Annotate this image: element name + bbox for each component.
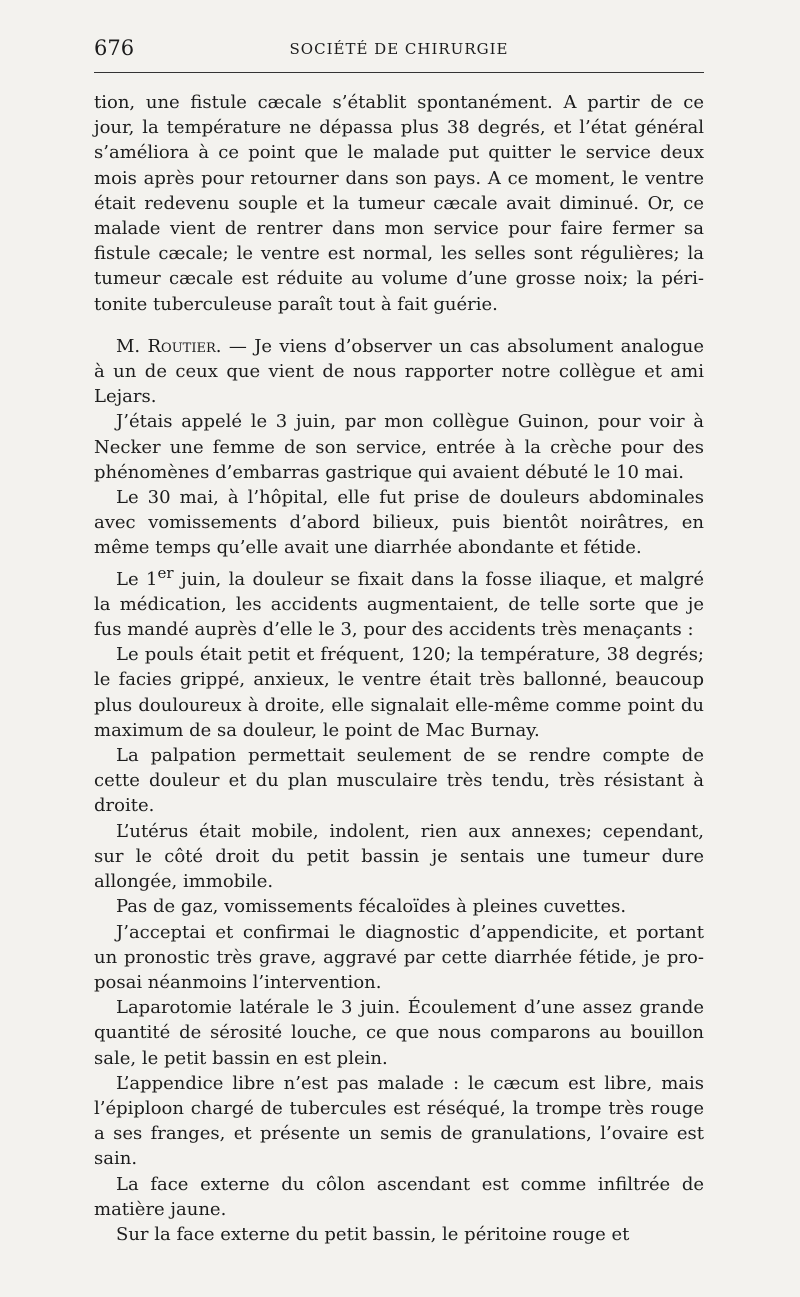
page-number: 676 xyxy=(94,36,135,60)
paragraph: Le 1er juin, la douleur se fixait dans la fosse iliaque, et malgré la médication, les accidents augmentaient, de telle sorte que je fus mandé auprès d’elle le 3, pour des accidents très menaçants : xyxy=(94,563,704,641)
ordinal-superscript: er xyxy=(157,563,174,582)
paragraph: Le 30 mai, à l’hôpital, elle fut prise de douleurs abdominales avec vomissements d’abord bilieux, puis bientôt noirâtres, en même temps qu’elle avait une diarrhée abondante et fétide. xyxy=(94,487,704,559)
paragraph: L’appendice libre n’est pas malade : le cæcum est libre, mais l’épiploon chargé de tubercules est réséqué, la trompe très rouge a ses franges, et présente un semis de granulations, l’ovaire est sain. xyxy=(94,1072,704,1170)
paragraph: Le pouls était petit et fréquent, 120; la température, 38 degrés; le facies grippé, anxieux, le ventre était très ballonné, beaucoup plus douloureux à droite, elle signalait elle-même comme point du maximum de sa douleur, le point de Mac Burnay. xyxy=(94,644,704,741)
speaker-name: M. Routier. xyxy=(116,335,222,357)
running-head: SOCIÉTÉ DE CHIRURGIE xyxy=(289,40,509,58)
header-rule xyxy=(94,72,704,73)
paragraph: Pas de gaz, vomissements fécaloïdes à pleines cuvettes. xyxy=(116,896,627,918)
body-text xyxy=(94,90,704,1247)
paragraph-routier-intervention: M. Routier. — Je viens d’observer un cas absolument analogue à un de ceux que vient de nous rapporter notre collègue et ami Lejars. xyxy=(94,335,704,408)
paragraph: Laparotomie latérale le 3 juin. Écoulement d’une assez grande quantité de sérosité louche, ce que nous comparons au bouillon sale, le petit bassin en est plein. xyxy=(94,997,704,1069)
page-header xyxy=(94,36,704,66)
paragraph: L’utérus était mobile, indolent, rien aux annexes; cependant, sur le côté droit du petit bassin je sentais une tumeur dure allongée, immobile. xyxy=(94,820,704,893)
paragraph: La palpation permettait seulement de se rendre compte de cette douleur et du plan musculaire très tendu, très résistant à droite. xyxy=(94,745,704,817)
paragraph: J’acceptai et confirmai le diagnostic d’appendicite, et portant un pronostic très grave, aggravé par cette diarrhée fétide, je proposai néanmoins l’intervention. xyxy=(94,921,704,993)
paragraph: J’étais appelé le 3 juin, par mon collègue Guinon, pour voir à Necker une femme de son service, entrée à la crèche pour des phénomènes d’embarras gastrique qui avaient débuté le 10 mai. xyxy=(94,411,704,483)
paragraph-continuation: tion, une fistule cæcale s’établit spontanément. A partir de ce jour, la température ne dépassa plus 38 degrés, et l’état général s’améliora à ce point que le malade put quitter le service deux mois après pour retourner dans son pays. A ce moment, le ventre était redevenu souple et la tumeur cæcale avait diminué. Or, ce malade vient de rentrer dans mon service pour faire fermer sa fistule cæcale; le ventre est normal, les selles sont régulières; la tumeur cæcale est réduite au volume d’une grosse noix; la péritonite tuberculeuse paraît tout à fait guérie. xyxy=(94,92,704,315)
paragraph: La face externe du côlon ascendant est comme infiltrée de matière jaune. xyxy=(94,1173,704,1220)
paragraph: Sur la face externe du petit bassin, le péritoine rouge et xyxy=(116,1223,630,1245)
